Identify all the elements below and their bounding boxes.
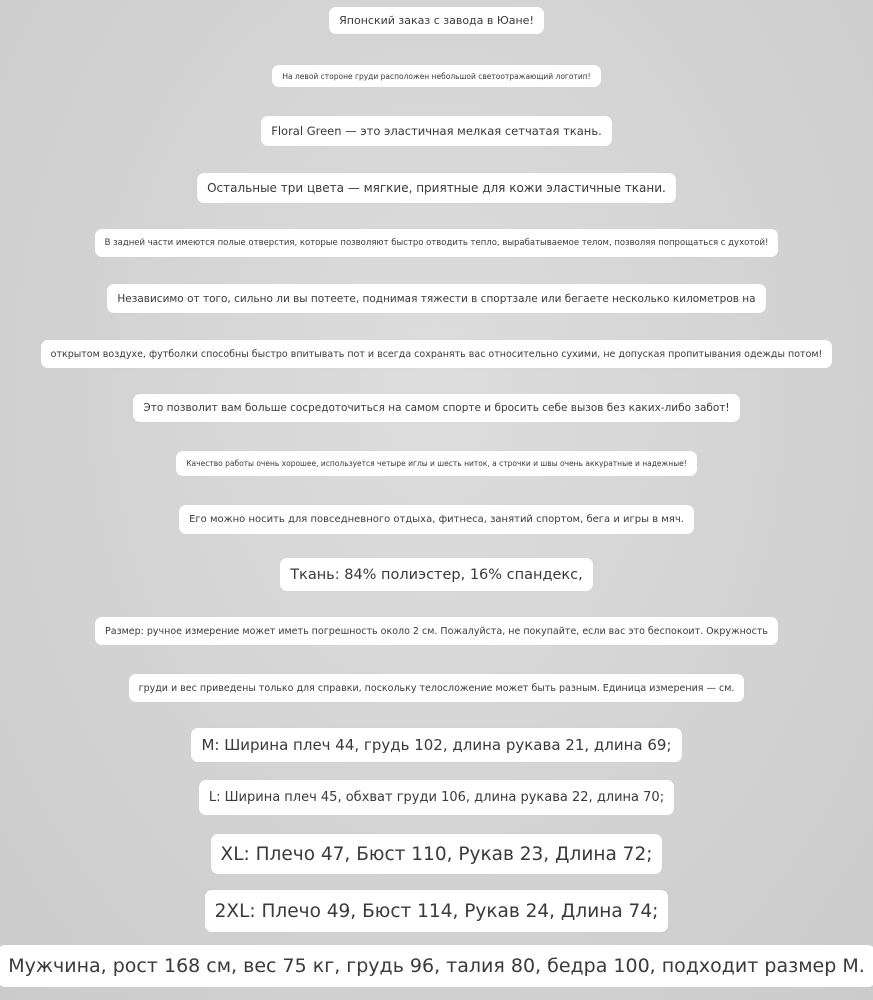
caption-line-1 — [0, 7, 873, 34]
caption-text: Мужчина, рост 168 см, вес 75 кг, грудь 96, талия 80, бедра 100, подходит размер M. — [0, 945, 873, 987]
caption-line-13 — [0, 674, 873, 702]
caption-text: Качество работы очень хорошее, используется четыре иглы и шесть ниток, а строчки и швы очень аккуратные и надежные! — [176, 451, 697, 476]
caption-text: груди и вес приведены только для справки, поскольку телосложение может быть разным. Единица измерения — см. — [129, 674, 745, 702]
caption-text: На левой стороне груди расположен небольшой светоотражающий логотип! — [272, 65, 600, 87]
caption-line-5 — [0, 229, 873, 257]
caption-line-12 — [0, 617, 873, 645]
caption-text: В задней части имеются полые отверстия, которые позволяют быстро отводить тепло, вырабатываемое телом, позволяя попрощаться с духотой! — [95, 229, 779, 257]
caption-text: XL: Плечо 47, Бюст 110, Рукав 23, Длина 72; — [211, 834, 663, 874]
caption-text: Размер: ручное измерение может иметь погрешность около 2 см. Пожалуйста, не покупайте, если вас это беспокоит. Окружность — [95, 617, 778, 645]
caption-text: Остальные три цвета — мягкие, приятные для кожи эластичные ткани. — [197, 173, 676, 203]
caption-line-6 — [0, 284, 873, 313]
caption-line-8 — [0, 394, 873, 422]
caption-text: открытом воздухе, футболки способны быстро впитывать пот и всегда сохранять вас относительно сухими, не допуская пропитывания одежды потом! — [41, 340, 833, 368]
caption-line-18 — [0, 945, 873, 987]
caption-line-10 — [0, 505, 873, 534]
caption-line-9 — [0, 451, 873, 476]
caption-text: Независимо от того, сильно ли вы потеете, поднимая тяжести в спортзале или бегаете несколько километров на — [107, 284, 765, 313]
caption-line-11 — [0, 558, 873, 591]
caption-text: Его можно носить для повседневного отдыха, фитнеса, занятий спортом, бега и игры в мяч. — [179, 505, 694, 534]
caption-line-2 — [0, 65, 873, 87]
caption-text: L: Ширина плеч 45, обхват груди 106, длина рукава 22, длина 70; — [199, 780, 674, 815]
caption-text: Floral Green — это эластичная мелкая сетчатая ткань. — [261, 116, 612, 146]
caption-text: Это позволит вам больше сосредоточиться на самом спорте и бросить себе вызов без каких-либо забот! — [133, 394, 739, 422]
caption-line-7 — [0, 340, 873, 368]
caption-line-3 — [0, 116, 873, 146]
caption-line-15 — [0, 780, 873, 815]
caption-line-4 — [0, 173, 873, 203]
caption-text: Ткань: 84% полиэстер, 16% спандекс, — [280, 558, 593, 591]
caption-text: 2XL: Плечо 49, Бюст 114, Рукав 24, Длина 74; — [205, 890, 669, 932]
caption-line-14 — [0, 728, 873, 762]
caption-text: M: Ширина плеч 44, грудь 102, длина рукава 21, длина 69; — [191, 728, 681, 762]
caption-line-17 — [0, 890, 873, 932]
caption-line-16 — [0, 834, 873, 874]
caption-text: Японский заказ с завода в Юане! — [329, 7, 544, 34]
